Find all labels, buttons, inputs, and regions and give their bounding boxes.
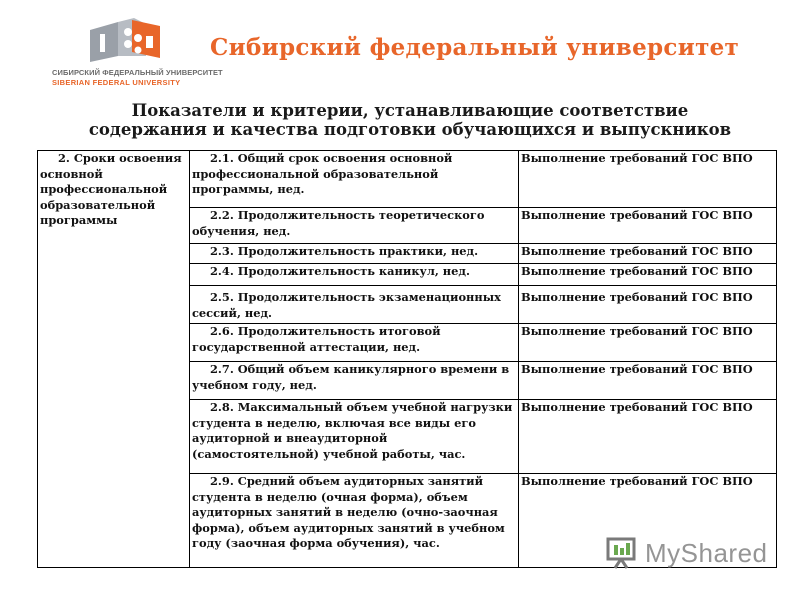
indicator-text: 2.2. Продолжительность теоретического обучения, нед. <box>192 208 485 238</box>
criterion-cell <box>519 400 777 474</box>
criterion-cell <box>519 286 777 324</box>
indicator-cell <box>190 264 519 286</box>
table-row <box>38 151 777 208</box>
indicator-cell <box>190 244 519 264</box>
criterion-cell <box>519 244 777 264</box>
criterion-text: Выполнение требований ГОС ВПО <box>521 400 753 414</box>
university-logo <box>52 18 223 93</box>
indicator-text: 2.5. Продолжительность экзаменационных сессий, нед. <box>192 290 501 320</box>
university-title: Сибирский федеральный университет <box>210 34 740 61</box>
indicator-text: 2.6. Продолжительность итоговой государственной аттестации, нед. <box>192 324 441 354</box>
indicator-text: 2.4. Продолжительность каникул, нед. <box>210 264 470 278</box>
criteria-table <box>37 150 777 568</box>
criterion-cell <box>519 151 777 208</box>
indicator-text: 2.8. Максимальный объем учебной нагрузки студента в неделю, включая все виды его аудиторной и внеаудиторной (самостоятельной) учебной работы, час. <box>192 400 513 461</box>
indicator-cell <box>190 400 519 474</box>
criterion-cell <box>519 362 777 400</box>
criterion-cell <box>519 208 777 244</box>
criterion-text: Выполнение требований ГОС ВПО <box>521 208 753 222</box>
criterion-text: Выполнение требований ГОС ВПО <box>521 290 753 304</box>
criterion-text: Выполнение требований ГОС ВПО <box>521 264 753 278</box>
indicator-cell <box>190 474 519 568</box>
title-line-2: содержания и качества подготовки обучающихся и выпускников <box>88 120 732 139</box>
group-label-cell <box>38 151 190 568</box>
indicator-text: 2.1. Общий срок освоения основной профессиональной образовательной программы, нед. <box>192 151 453 197</box>
watermark-text: MyShared <box>645 538 768 568</box>
indicator-cell <box>190 324 519 362</box>
criterion-cell <box>519 264 777 286</box>
indicator-cell <box>190 362 519 400</box>
indicator-cell <box>190 208 519 244</box>
criterion-text: Выполнение требований ГОС ВПО <box>521 474 753 488</box>
presentation-board-icon <box>605 536 641 570</box>
criterion-text: Выполнение требований ГОС ВПО <box>521 362 753 376</box>
criterion-cell <box>519 324 777 362</box>
page-title <box>40 101 780 139</box>
indicator-text: 2.7. Общий объем каникулярного времени в учебном году, нед. <box>192 362 510 392</box>
sfu-emblem-icon <box>88 18 168 64</box>
logo-text-english: SIBERIAN FEDERAL UNIVERSITY <box>52 78 181 87</box>
criterion-text: Выполнение требований ГОС ВПО <box>521 324 753 338</box>
title-line-1: Показатели и критерии, устанавливающие соответствие <box>131 101 689 120</box>
criterion-text: Выполнение требований ГОС ВПО <box>521 244 753 258</box>
indicator-cell <box>190 286 519 324</box>
indicator-text: 2.3. Продолжительность практики, нед. <box>210 244 479 258</box>
group-label: 2. Сроки освоения основной профессиональной образовательной программы <box>40 151 182 228</box>
criterion-text: Выполнение требований ГОС ВПО <box>521 151 753 165</box>
myshared-watermark <box>605 534 775 574</box>
indicator-text: 2.9. Средний объем аудиторных занятий студента в неделю (очная форма), объем аудиторных занятий в неделю (очно-заочная форма), объем аудиторных занятий в учебном году (заочная форма обучения), час. <box>192 474 505 551</box>
logo-text-russian: СИБИРСКИЙ ФЕДЕРАЛЬНЫЙ УНИВЕРСИТЕТ <box>52 68 223 77</box>
indicator-cell <box>190 151 519 208</box>
